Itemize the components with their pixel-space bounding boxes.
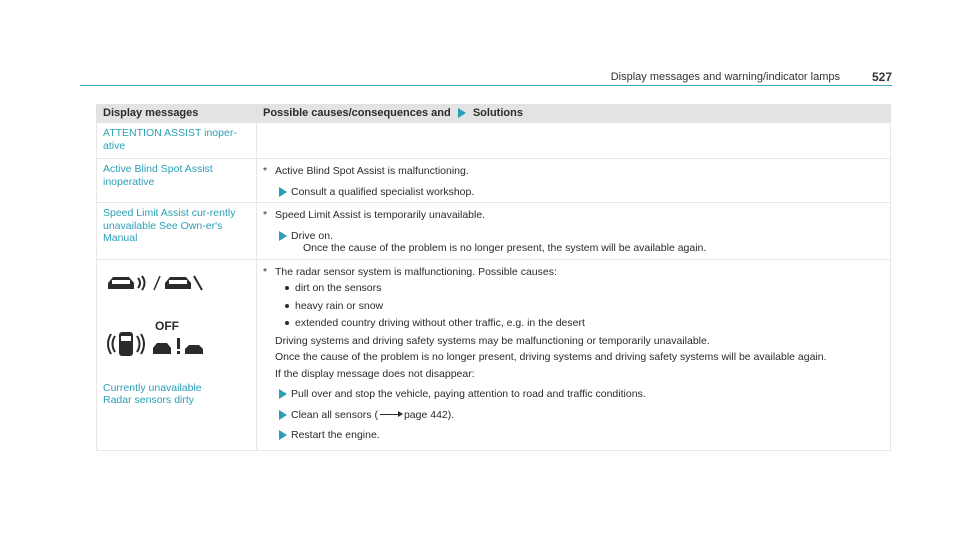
consequence-text: If the display message does not disappear: (275, 367, 475, 380)
parking-sensor-icon (105, 330, 205, 360)
action-arrow-icon (279, 389, 287, 399)
solution-step: Clean all sensors ( page 442). (263, 409, 884, 422)
cause-text: * The radar sensor system is malfunctioning. Possible causes: (263, 265, 557, 278)
solution-step: Consult a qualified specialist workshop. (263, 186, 884, 199)
table-row (97, 259, 891, 450)
cause-text: * Active Blind Spot Assist is malfunctioning. (263, 165, 469, 177)
action-arrow-icon (279, 187, 287, 197)
solution-cell (257, 123, 891, 159)
message-line-1: Currently unavailable (103, 381, 202, 394)
table-row (97, 159, 891, 203)
solution-step: Pull over and stop the vehicle, paying attention to road and traffic conditions. (263, 388, 884, 401)
solution-cell (257, 203, 891, 260)
action-arrow-icon (279, 430, 287, 440)
message-line-2: Radar sensors dirty (103, 394, 195, 406)
page-reference-arrow-icon (380, 414, 402, 415)
page-reference-link[interactable]: page 442). (403, 408, 455, 421)
page-number: 527 (871, 70, 892, 84)
off-label: OFF (155, 318, 179, 333)
solution-cell (257, 159, 891, 203)
warning-icons (103, 264, 250, 382)
page-header (80, 66, 892, 86)
table-row (97, 123, 891, 159)
list-item: extended country driving without other traffic, e.g. in the desert (285, 317, 884, 330)
consequence-text: Once the cause of the problem is no longer present, driving systems and driving safety systems will be available again. (275, 351, 827, 363)
col-display-messages: Display messages (97, 105, 257, 123)
cause-text: * Speed Limit Assist is temporarily unavailable. (263, 209, 486, 221)
solution-step: Restart the engine. (263, 429, 884, 442)
display-message: Active Blind Spot Assist inoperative (97, 159, 257, 203)
display-message: Speed Limit Assist cur-rently unavailable See Own-er's Manual (97, 203, 257, 260)
solution-cell (257, 259, 891, 450)
action-arrow-icon (458, 108, 466, 118)
list-item: heavy rain or snow (285, 300, 884, 313)
display-message: ATTENTION ASSIST inoper-ative (97, 123, 257, 159)
car-sensor-icon (105, 272, 205, 294)
action-arrow-icon (279, 410, 287, 420)
consequence-text: Driving systems and driving safety systems may be malfunctioning or temporarily unavailable. (275, 334, 710, 347)
table-row (97, 203, 891, 260)
table-header-row (97, 105, 891, 123)
solution-step: Drive on. (263, 230, 884, 243)
cause-list (285, 282, 884, 330)
messages-table (96, 104, 891, 451)
header-title: Display messages and warning/indicator lamps (610, 71, 840, 83)
display-message (97, 259, 257, 450)
col-causes-solutions: Possible causes/consequences and Solutions (257, 105, 891, 123)
list-item: dirt on the sensors (285, 282, 884, 295)
step-detail: Once the cause of the problem is no longer present, the system will be available again. (303, 242, 707, 254)
action-arrow-icon (279, 231, 287, 241)
